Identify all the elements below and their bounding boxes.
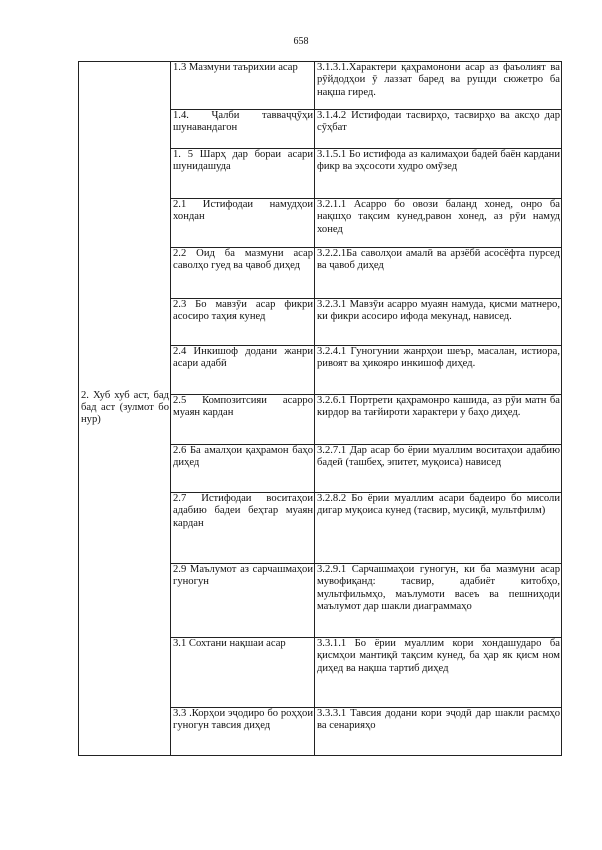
curriculum-table xyxy=(78,61,562,756)
topic-cell: 3.1 Сохтани нақшаи асар xyxy=(171,638,315,708)
section-label: 2. Хуб хуб аст, бад бад аст (зулмот бо нур) xyxy=(81,389,169,426)
activity-cell: 3.2.7.1 Дар асар бо ёрии муаллим воситаҳои адабию бадеӣ (ташбеҳ, эпитет, муқоиса) нависед xyxy=(315,445,562,493)
activity-cell: 3.2.9.1 Сарчашмаҳои гуногун, ки ба мазмуни асар мувофиқанд: тасвир, адабиёт китобҳо, мультфильмҳо, маълумоти васеъ ва пешниҳоди маълумот дар шакли диаграммаҳо xyxy=(315,564,562,638)
activity-cell: 3.1.4.2 Истифодаи тасвирҳо, тасвирҳо ва аксҳо дар сӯҳбат xyxy=(315,110,562,149)
activity-cell: 3.3.3.1 Тавсия додани кори эҷодӣ дар шакли расмҳо ва сенарияҳо xyxy=(315,708,562,756)
activity-cell: 3.3.1.1 Бо ёрии муаллим кори хондашударо ба қисмҳои мантиқӣ тақсим кунед, ба ҳар як қисм ном диҳед ва нақша тартиб диҳед xyxy=(315,638,562,708)
activity-cell: 3.2.1.1 Асарро бо овози баланд хонед, онро ба нақшҳо тақсим кунед,равон хонед, аз рӯи намуд хонед xyxy=(315,199,562,248)
topic-cell: 2.9 Маълумот аз сарчашмаҳои гуногун xyxy=(171,564,315,638)
page-number: 658 xyxy=(293,36,309,47)
activity-cell: 3.2.6.1 Портрети қаҳрамонро кашида, аз рӯи матн ба кирдор ва тағйироти характери у баҳо диҳед. xyxy=(315,395,562,445)
table-row xyxy=(79,62,562,110)
activity-cell: 3.1.3.1.Характери қаҳрамонони асар аз фаъолият ва рӯйдодҳои ӯ лаззат баред ва рушди сюжетро ба нақша гиред. xyxy=(315,62,562,110)
activity-cell: 3.1.5.1 Бо истифода аз калимаҳои бадеӣ баён кардани фикр ва эҳсосоти худро омӯзед xyxy=(315,149,562,199)
topic-cell: 2.2 Оид ба мазмуни асар саволҳо гуед ва ҷавоб диҳед xyxy=(171,248,315,299)
topic-cell: 2.5 Композитсияи асарро муаян кардан xyxy=(171,395,315,445)
topic-cell: 2.6 Ба амалҳои қаҳрамон баҳо диҳед xyxy=(171,445,315,493)
topic-cell: 1.3 Мазмуни таърихии асар xyxy=(171,62,315,110)
topic-cell: 1.4. Ҷалби тавваҷҷӯҳи шунавандагон xyxy=(171,110,315,149)
activity-cell: 3.2.4.1 Гуногунии жанрҳои шеър, масалан, истиора, ривоят ва ҳикояро инкишоф диҳед. xyxy=(315,346,562,395)
topic-cell: 2.3 Бо мавзӯи асар фикри асосиро таҳия кунед xyxy=(171,299,315,346)
topic-cell: 2.7 Истифодаи воситаҳои адабию бадеи беҳтар муаян кардан xyxy=(171,493,315,564)
activity-cell: 3.2.8.2 Бо ёрии муаллим асари бадеиро бо мисоли дигар муқоиса кунед (тасвир, мусиқӣ, мультфилм) xyxy=(315,493,562,564)
activity-cell: 3.2.2.1Ба саволҳои амалӣ ва арзёбӣ асосёфта пурсед ва ҷавоб диҳед xyxy=(315,248,562,299)
activity-cell: 3.2.3.1 Мавзӯи асарро муаян намуда, қисми матнеро, ки фикри асосиро ифода мекунад, нависед. xyxy=(315,299,562,346)
topic-cell: 2.1 Истифодаи намудҳои хондан xyxy=(171,199,315,248)
topic-cell: 2.4 Инкишоф додани жанри асари адабӣ xyxy=(171,346,315,395)
topic-cell: 1. 5 Шарҳ дар бораи асари шунидашуда xyxy=(171,149,315,199)
section-cell xyxy=(79,62,171,756)
topic-cell: 3.3 .Корҳои эҷодиро бо роҳҳои гуногун тавсия диҳед xyxy=(171,708,315,756)
